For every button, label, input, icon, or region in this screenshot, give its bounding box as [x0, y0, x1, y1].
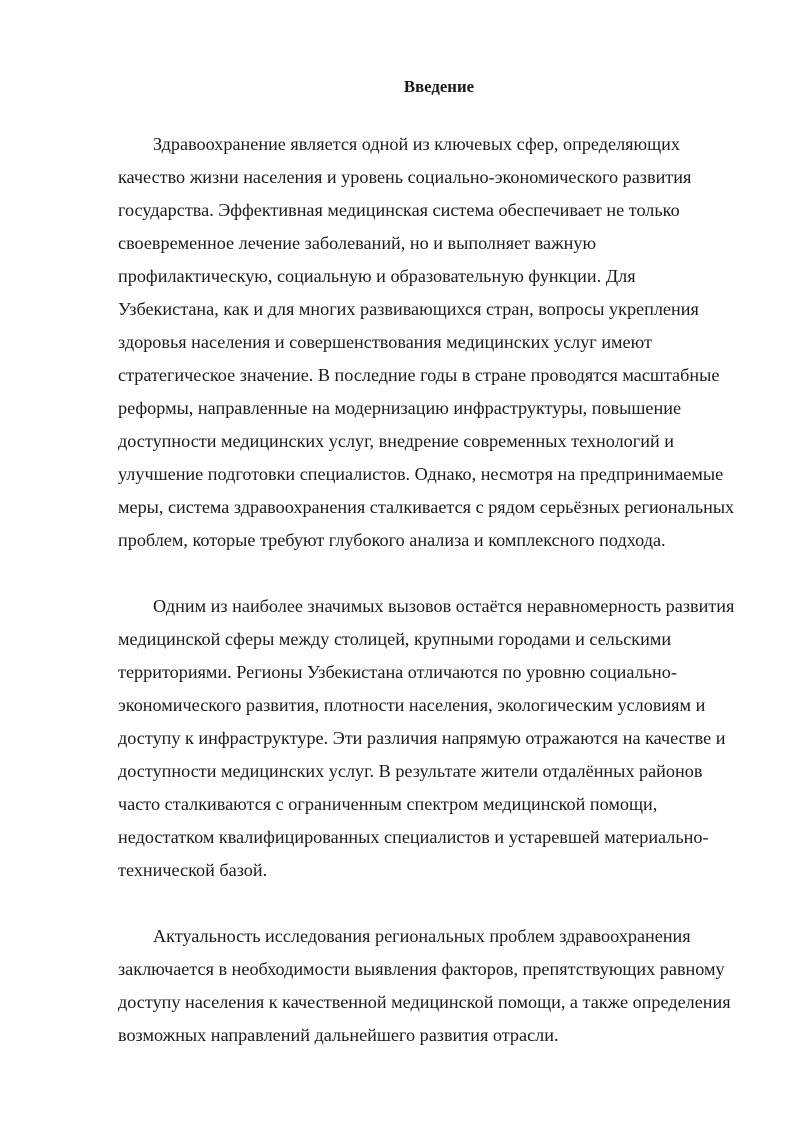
page-title: Введение: [403, 77, 475, 96]
paragraph-2: Одним из наиболее значимых вызовов остаётся неравномерность развития медицинской сферы между столицей, крупными городами и сельскими территориями. Регионы Узбекистана отличаются по уровню социально-экономического развития, плотности населения, экологическим условиям и доступу к инфраструктуре. Эти различия напрямую отражаются на качестве и доступности медицинских услуг. В результате жители отдалённых районов часто сталкиваются с ограниченным спектром медицинской помощи, недостатком квалифицированных специалистов и устаревшей материально-технической базой.: [118, 596, 735, 880]
paragraph-3: Актуальность исследования региональных проблем здравоохранения заключается в необходимости выявления факторов, препятствующих равному доступу населения к качественной медицинской помощи, а также определения возможных направлений дальнейшего развития отрасли.: [118, 926, 731, 1045]
paragraph-1: Здравоохранение является одной из ключевых сфер, определяющих качество жизни населения и уровень социально-экономического развития государства. Эффективная медицинская система обеспечивает не только своевременное лечение заболеваний, но и выполняет важную профилактическую, социальную и образовательную функции. Для Узбекистана, как и для многих развивающихся стран, вопросы укрепления здоровья населения и совершенствования медицинских услуг имеют стратегическое значение. В последние годы в стране проводятся масштабные реформы, направленные на модернизацию инфраструктуры, повышение доступности медицинских услуг, внедрение современных технологий и улучшение подготовки специалистов. Однако, несмотря на предпринимаемые меры, система здравоохранения сталкивается с рядом серьёзных региональных проблем, которые требуют глубокого анализа и комплексного подхода.: [118, 134, 735, 550]
document-body: [118, 128, 738, 1052]
